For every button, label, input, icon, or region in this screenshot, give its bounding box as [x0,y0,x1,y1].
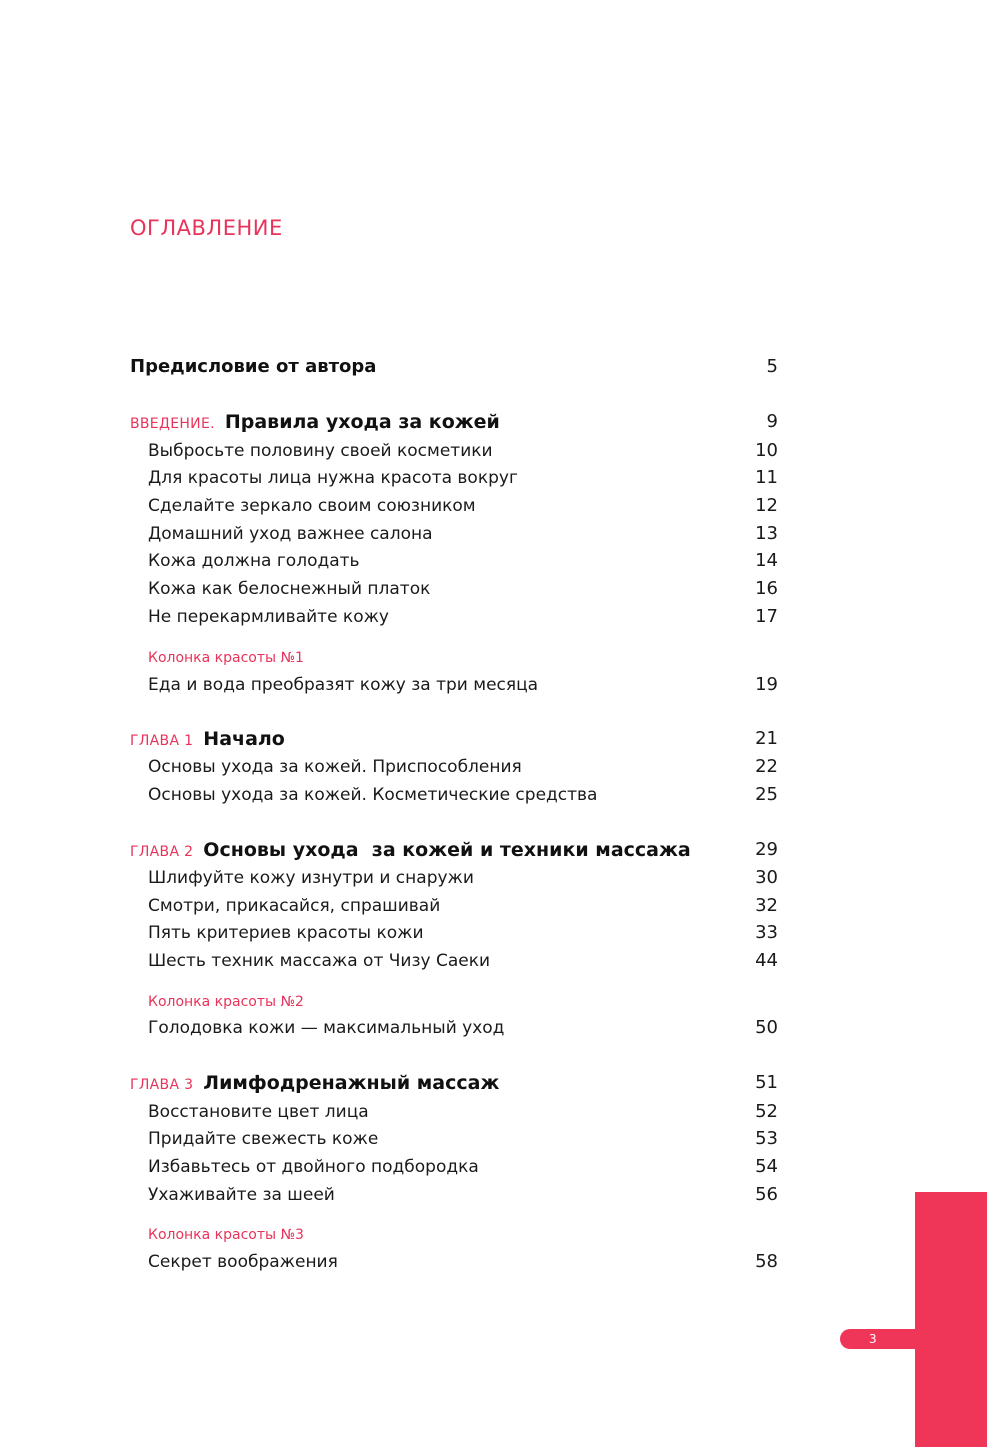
entry-title: Шесть техник массажа от Чизу Саеки [148,951,491,971]
entry-title: Сделайте зеркало своим союзником [148,496,476,516]
toc-entry-preface[interactable] [130,353,778,381]
entry-page: 30 [755,867,778,888]
entry-title: Придайте свежесть коже [148,1129,379,1149]
toc-entry[interactable] [130,892,778,920]
entry-title: Голодовка кожи — максимальный уход [148,1018,505,1038]
entry-page: 32 [755,895,778,916]
entry-page: 44 [755,950,778,971]
entry-page: 11 [755,467,778,488]
chapter-page: 21 [755,728,778,749]
entry-page: 17 [755,606,778,627]
page-number: 3 [869,1332,877,1346]
entry-page: 14 [755,550,778,571]
entry-page: 33 [755,922,778,943]
entry-title: Основы ухода за кожей. Приспособления [148,757,522,777]
beauty-column-label: Колонка красоты №2 [148,994,304,1010]
entry-title: Домашний уход важнее салона [148,524,433,544]
page-title: ОГЛАВЛЕНИЕ [130,216,283,240]
entry-title: Пять критериев красоты кожи [148,923,424,943]
entry-title: Секрет воображения [148,1252,338,1272]
entry-page: 5 [766,356,778,377]
entry-title: Избавьтесь от двойного подбородка [148,1157,479,1177]
entry-page: 16 [755,578,778,599]
toc-entry[interactable] [130,1125,778,1153]
page-number-pill [840,1329,950,1349]
toc-entry[interactable] [130,1181,778,1209]
entry-title: Шлифуйте кожу изнутри и снаружи [148,868,474,888]
entry-title: Кожа должна голодать [148,551,360,571]
entry-page: 10 [755,440,778,461]
toc-entry[interactable] [130,919,778,947]
toc-entry[interactable] [130,575,778,603]
toc-entry[interactable] [130,864,778,892]
toc-entry[interactable] [130,1153,778,1181]
toc-entry[interactable] [130,520,778,548]
toc-entry[interactable] [130,781,778,809]
toc-chapter-3[interactable] [130,1069,778,1097]
entry-page: 25 [755,784,778,805]
toc-entry[interactable] [130,1098,778,1126]
entry-title: Смотри, прикасайся, спрашивай [148,896,441,916]
entry-page: 50 [755,1017,778,1038]
entry-title: Предисловие от автора [130,356,377,377]
toc-section-intro[interactable] [130,408,778,436]
toc-chapter-1[interactable] [130,725,778,753]
section-label: ВВЕДЕНИЕ. [130,416,215,432]
toc-entry-column[interactable] [130,1014,778,1042]
chapter-label: ГЛАВА 2 [130,844,194,860]
entry-title: Кожа как белоснежный платок [148,579,431,599]
entry-page: 53 [755,1128,778,1149]
toc-entry[interactable] [130,947,778,975]
entry-page: 22 [755,756,778,777]
toc-entry[interactable] [130,437,778,465]
entry-title: Ухаживайте за шеей [148,1185,335,1205]
chapter-title: Основы ухода за кожей и техники массажа [203,839,691,861]
beauty-column-label: Колонка красоты №1 [148,650,304,666]
entry-page: 56 [755,1184,778,1205]
entry-title: Основы ухода за кожей. Косметические средства [148,785,598,805]
entry-page: 52 [755,1101,778,1122]
entry-title: Для красоты лица нужна красота вокруг [148,468,518,488]
section-page: 9 [766,411,778,432]
toc-entry[interactable] [130,492,778,520]
entry-page: 19 [755,674,778,695]
toc-entry[interactable] [130,547,778,575]
toc-entry[interactable] [130,464,778,492]
entry-page: 54 [755,1156,778,1177]
toc-entry[interactable] [130,753,778,781]
section-title: Правила ухода за кожей [224,411,500,433]
entry-title: Выбросьте половину своей косметики [148,441,493,461]
entry-title: Восстановите цвет лица [148,1102,369,1122]
chapter-title: Начало [203,728,285,750]
entry-page: 58 [755,1251,778,1272]
toc-entry-column[interactable] [130,1248,778,1276]
entry-page: 12 [755,495,778,516]
entry-title: Еда и вода преобразят кожу за три месяца [148,675,539,695]
entry-page: 13 [755,523,778,544]
chapter-page: 29 [755,839,778,860]
toc-entry-column[interactable] [130,671,778,699]
chapter-label: ГЛАВА 1 [130,733,194,749]
toc-chapter-2[interactable] [130,836,778,864]
chapter-page: 51 [755,1072,778,1093]
toc-entry[interactable] [130,603,778,631]
edge-tab [915,1192,987,1447]
beauty-column-label: Колонка красоты №3 [148,1227,304,1243]
entry-title: Не перекармливайте кожу [148,607,389,627]
chapter-title: Лимфодренажный массаж [203,1072,500,1094]
chapter-label: ГЛАВА 3 [130,1077,194,1093]
